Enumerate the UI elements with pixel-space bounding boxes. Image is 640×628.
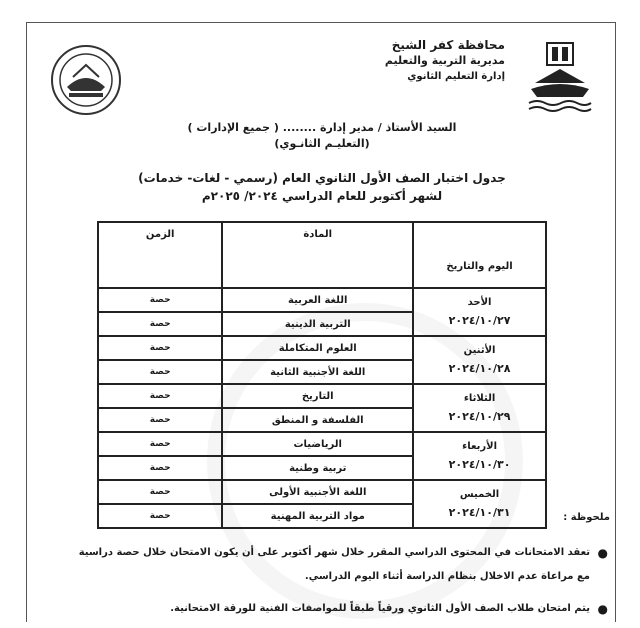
day-date: ٢٠٢٤/١٠/٣١ xyxy=(448,506,511,519)
exam-schedule-table xyxy=(97,221,547,529)
notes-section xyxy=(70,512,610,621)
addressee-subline: (التعليـم الثانـوي) xyxy=(274,137,370,150)
day-date: ٢٠٢٤/١٠/٢٧ xyxy=(448,314,511,327)
day-name: الأثنين xyxy=(463,345,496,356)
schedule-subtitle: لشهر أكتوبر للعام الدراسي ٢٠٢٤/ ٢٠٢٥م xyxy=(201,189,443,203)
day-cell xyxy=(413,432,546,480)
subject-cell: اللغة الأجنبية الأولى xyxy=(222,480,413,504)
addressee-line: السيد الأستاذ / مدير إدارة ........ ( جميع الإدارات ) xyxy=(187,121,457,134)
period-cell: حصة xyxy=(98,504,222,528)
day-name: الثلاثاء xyxy=(463,393,496,404)
period-cell: حصة xyxy=(98,312,222,336)
directorate-name: مديرية التربية والتعليم xyxy=(384,54,505,67)
note-text: يتم امتحان طلاب الصف الأول الثانوي ورقياً طبقاً للمواصفات الفنية للورقة الامتحانية. xyxy=(170,603,590,614)
day-name: الأربعاء xyxy=(462,441,497,452)
subject-cell: تربية وطنية xyxy=(222,456,413,480)
subject-cell: التربية الدينية xyxy=(222,312,413,336)
note-text: تعقد الامتحانات في المحتوى الدراسي المقرر خلال شهر أكتوبر على أن يكون الامتحان خلال حصة دراسية مع مراعاة عدم الاخلال بنظام الدراسة أثناء اليوم الدراسي. xyxy=(78,547,590,582)
period-cell: حصة xyxy=(98,384,222,408)
day-cell xyxy=(413,336,546,384)
subject-cell: الفلسفة و المنطق xyxy=(222,408,413,432)
day-date: ٢٠٢٤/١٠/٢٩ xyxy=(448,410,511,423)
subject-cell: التاريخ xyxy=(222,384,413,408)
day-name: الخميس xyxy=(459,489,500,500)
period-cell: حصة xyxy=(98,408,222,432)
day-cell xyxy=(413,384,546,432)
period-cell: حصة xyxy=(98,432,222,456)
subject-cell: اللغة الأجنبية الثانية xyxy=(222,360,413,384)
kafr-elsheikh-governorate-emblem-icon xyxy=(525,39,595,115)
period-cell: حصة xyxy=(98,480,222,504)
period-cell: حصة xyxy=(98,456,222,480)
schedule-title: جدول اختبار الصف الأول الثانوي العام (رسمي - لغات- خدمات) xyxy=(138,171,506,185)
notes-heading: ملحوظة : xyxy=(563,512,610,523)
day-cell xyxy=(413,288,546,336)
table-row xyxy=(98,336,546,360)
period-cell: حصة xyxy=(98,336,222,360)
header-subject: المادة xyxy=(222,222,413,288)
day-date: ٢٠٢٤/١٠/٢٨ xyxy=(448,362,511,375)
day-name: الأحد xyxy=(467,297,492,308)
department-name: إدارة التعليم الثانوي xyxy=(407,71,505,82)
bullet-icon: ● xyxy=(597,602,608,616)
subject-cell: العلوم المتكاملة xyxy=(222,336,413,360)
period-cell: حصة xyxy=(98,360,222,384)
note-item xyxy=(70,541,610,589)
table-row xyxy=(98,480,546,504)
directorate-seal-icon xyxy=(49,43,123,117)
header-day: اليوم والتاريخ xyxy=(413,222,546,288)
table-row xyxy=(98,432,546,456)
subject-cell: مواد التربية المهنية xyxy=(222,504,413,528)
subject-cell: اللغة العربية xyxy=(222,288,413,312)
document-header xyxy=(385,37,505,85)
header-period: الزمن xyxy=(98,222,222,288)
table-row xyxy=(98,288,546,312)
subject-cell: الرياضيات xyxy=(222,432,413,456)
day-date: ٢٠٢٤/١٠/٣٠ xyxy=(448,458,511,471)
note-item xyxy=(70,597,610,621)
bullet-icon: ● xyxy=(597,546,608,560)
period-cell: حصة xyxy=(98,288,222,312)
table-row xyxy=(98,384,546,408)
governorate-name: محافظة كفر الشيخ xyxy=(391,38,505,52)
